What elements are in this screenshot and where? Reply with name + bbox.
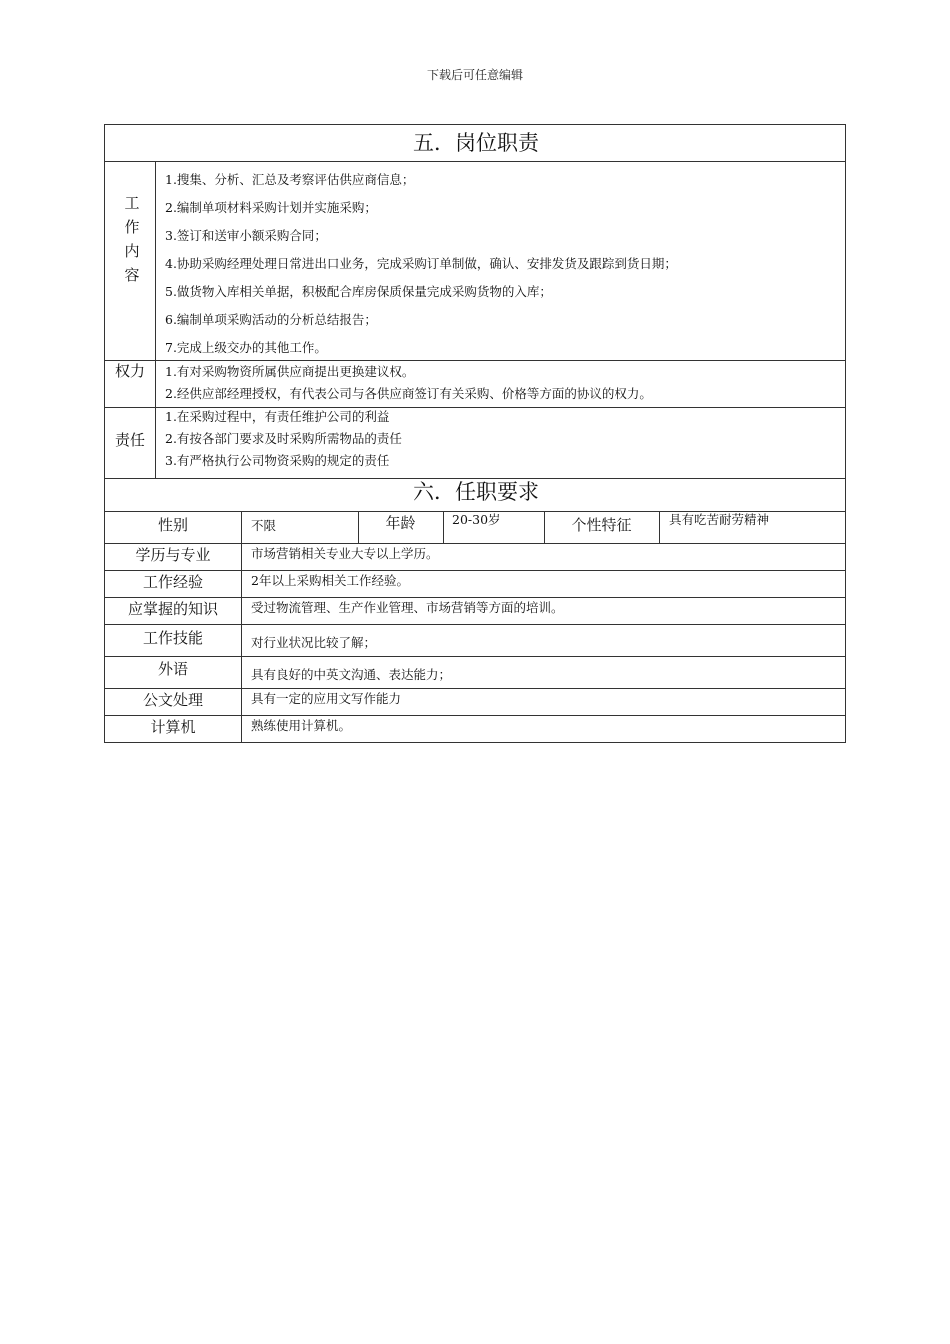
authority-item: 2.经供应部经理授权，有代表公司与各供应商签订有关采购、价格等方面的协议的权力。 bbox=[165, 386, 652, 401]
divider bbox=[241, 511, 242, 742]
requirement-value: 具有良好的中英文沟通、表达能力； bbox=[251, 667, 452, 682]
work-item: 1.搜集、分析、汇总及考察评估供应商信息； bbox=[165, 172, 415, 187]
requirement-label: 应掌握的知识 bbox=[127, 600, 218, 618]
responsibility-label: 责任 bbox=[114, 431, 145, 449]
work-item: 5.做货物入库相关单据，积极配合库房保质保量完成采购货物的入库； bbox=[165, 284, 552, 299]
responsibility-item: 1.在采购过程中，有责任维护公司的利益 bbox=[165, 409, 390, 424]
requirement-label: 计算机 bbox=[150, 718, 196, 736]
divider bbox=[105, 624, 845, 625]
section6-title: 六．任职要求 bbox=[413, 480, 539, 504]
requirement-value: 市场营销相关专业大专以上学历。 bbox=[251, 546, 439, 561]
personality-label: 个性特征 bbox=[571, 516, 632, 534]
work-item: 4.协助采购经理处理日常进出口业务，完成采购订单制做，确认、安排发货及跟踪到货日期； bbox=[165, 256, 677, 271]
requirement-value: 受过物流管理、生产作业管理、市场营销等方面的培训。 bbox=[251, 600, 564, 615]
divider bbox=[105, 360, 845, 361]
gender-value: 不限 bbox=[251, 518, 277, 533]
work-content-label: 工 作 内 容 bbox=[124, 194, 140, 284]
divider bbox=[659, 511, 660, 543]
authority-item: 1.有对采购物资所属供应商提出更换建议权。 bbox=[165, 364, 415, 379]
work-item: 3.签订和送审小额采购合同； bbox=[165, 228, 327, 243]
requirement-value: 具有一定的应用文写作能力 bbox=[251, 691, 402, 706]
requirement-label: 工作技能 bbox=[142, 629, 203, 647]
divider bbox=[105, 656, 845, 657]
job-description-table bbox=[104, 124, 846, 743]
work-item: 2.编制单项材料采购计划并实施采购； bbox=[165, 200, 377, 215]
requirement-label: 工作经验 bbox=[142, 573, 203, 591]
age-label: 年龄 bbox=[385, 514, 416, 532]
gender-label: 性别 bbox=[157, 516, 188, 534]
divider bbox=[155, 161, 156, 478]
responsibility-item: 3.有严格执行公司物资采购的规定的责任 bbox=[165, 453, 390, 468]
responsibility-item: 2.有按各部门要求及时采购所需物品的责任 bbox=[165, 431, 402, 446]
personality-value: 具有吃苦耐劳精神 bbox=[669, 512, 770, 527]
work-item: 7.完成上级交办的其他工作。 bbox=[165, 340, 327, 355]
section5-title: 五．岗位职责 bbox=[413, 131, 539, 155]
requirement-value: 对行业状况比较了解； bbox=[251, 635, 377, 650]
requirement-label: 外语 bbox=[157, 660, 188, 678]
divider bbox=[105, 161, 845, 162]
work-item: 6.编制单项采购活动的分析总结报告； bbox=[165, 312, 377, 327]
header-note: 下载后可任意编辑 bbox=[426, 68, 523, 82]
requirement-value: 2年以上采购相关工作经验。 bbox=[251, 573, 409, 588]
requirement-label: 学历与专业 bbox=[135, 546, 211, 564]
authority-label: 权力 bbox=[114, 362, 145, 380]
requirement-label: 公文处理 bbox=[142, 691, 203, 709]
requirement-value: 熟练使用计算机。 bbox=[251, 718, 352, 733]
age-value: 20-30岁 bbox=[452, 512, 501, 527]
divider bbox=[443, 511, 444, 543]
